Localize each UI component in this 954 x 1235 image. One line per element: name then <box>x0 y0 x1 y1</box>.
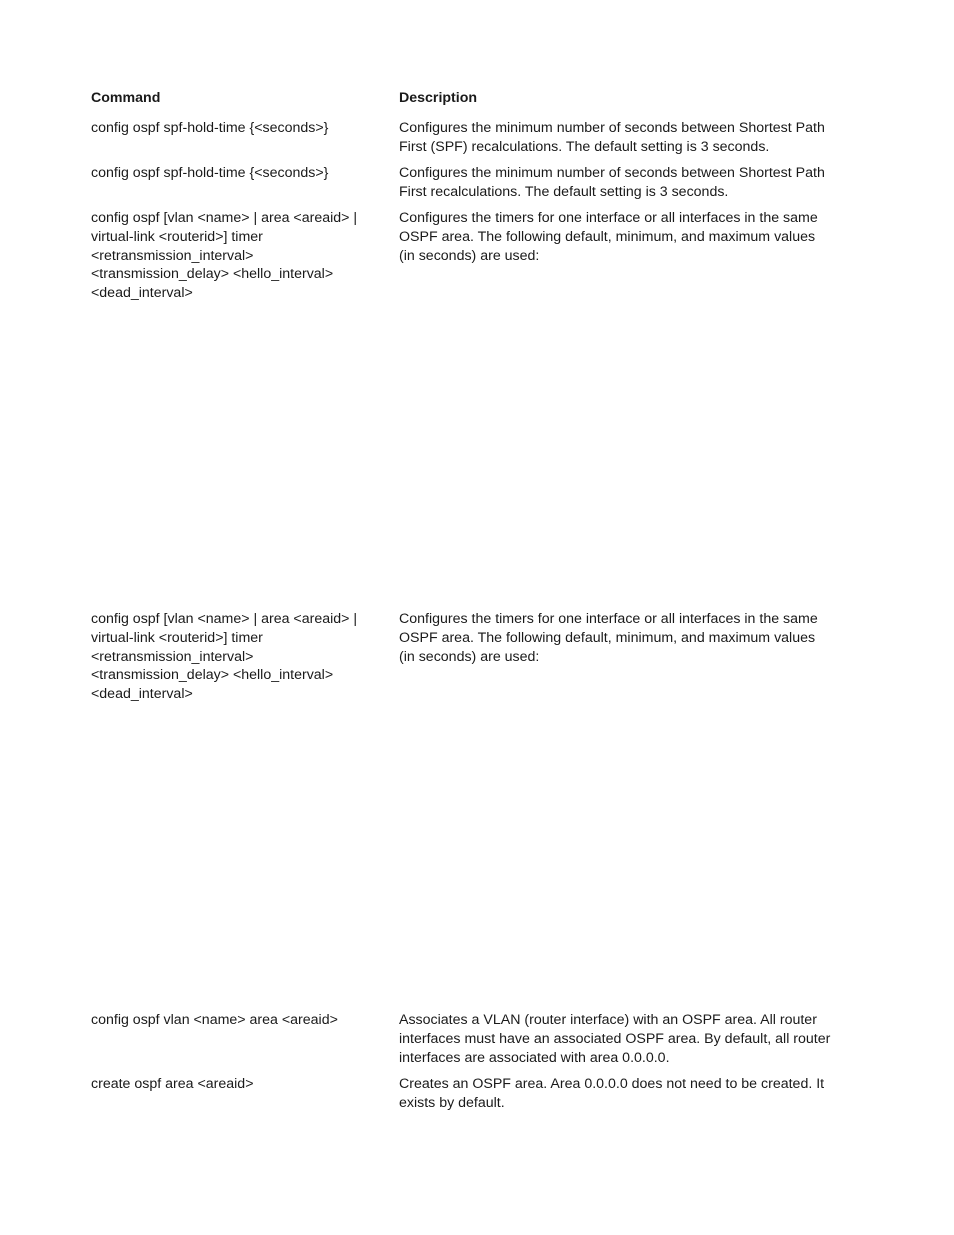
table-row-description: Configures the timers for one interface or all interfaces in the same OSPF area. The following default, minimum, and maximum values (in seconds) are used: <box>399 611 818 665</box>
table-row-command: config ospf spf-hold-time {<seconds>} <box>91 165 329 181</box>
table-row-description: Creates an OSPF area. Area 0.0.0.0 does not need to be created. It exists by default. <box>399 1076 825 1111</box>
table-row-command: create ospf area <areaid> <box>91 1076 254 1092</box>
table-row-command: config ospf [vlan <name> | area <areaid> | virtual-link <routerid>] timer <retransmission_interval> <transmission_delay> <hello_interval> <dead_interval> <box>91 611 358 703</box>
table-row-command: config ospf spf-hold-time {<seconds>} <box>91 120 329 136</box>
description-column-header: Description <box>399 90 478 106</box>
table-row-description: Configures the minimum number of seconds between Shortest Path First (SPF) recalculations. The default setting is 3 seconds. <box>399 120 825 155</box>
table-row-command: config ospf [vlan <name> | area <areaid> | virtual-link <routerid>] timer <retransmission_interval> <transmission_delay> <hello_interval> <dead_interval> <box>91 210 358 302</box>
command-column-header: Command <box>91 90 161 106</box>
table-row-description: Configures the minimum number of seconds between Shortest Path First recalculations. The default setting is 3 seconds. <box>399 165 825 200</box>
table-row-description: Configures the timers for one interface or all interfaces in the same OSPF area. The following default, minimum, and maximum values (in seconds) are used: <box>399 210 818 264</box>
table-row-description: Associates a VLAN (router interface) with an OSPF area. All router interfaces must have an associated OSPF area. By default, all router interfaces are associated with area 0.0.0.0. <box>399 1012 831 1066</box>
table-row-command: config ospf vlan <name> area <areaid> <box>91 1012 338 1028</box>
